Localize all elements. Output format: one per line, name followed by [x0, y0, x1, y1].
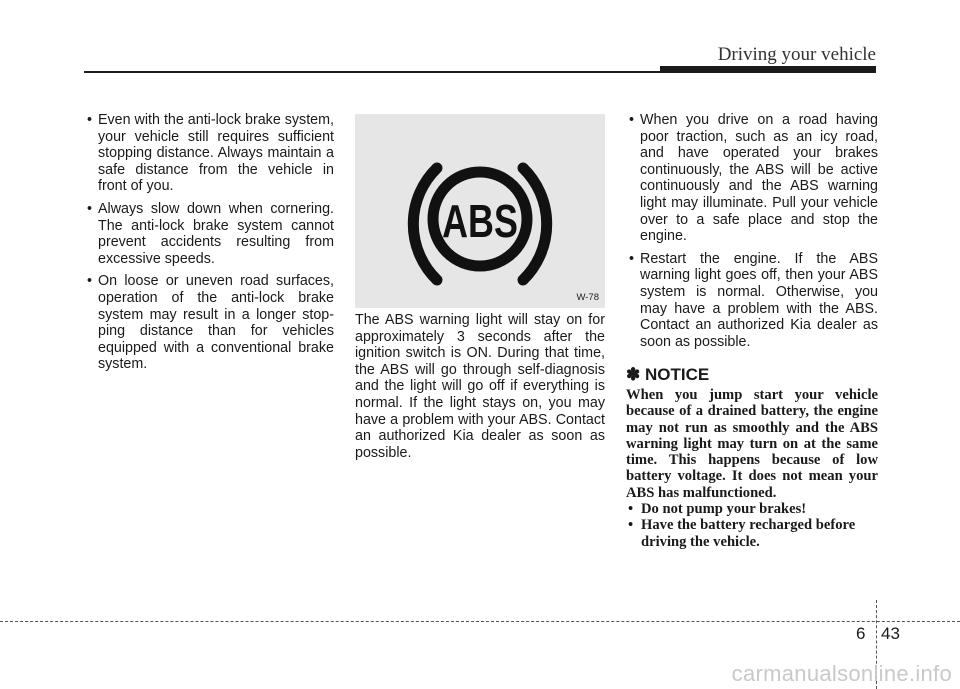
notice-list: [626, 501, 878, 550]
abs-light-paragraph: The ABS warning light will stay on for approximately 3 seconds after the ignition switch is ON. During that time, the ABS will go through self-diagnosis and the light will go off if everything is normal. If the light stays on, you may have a problem with your ABS. Contact an authorized Kia dealer as soon as possible.: [355, 312, 605, 461]
section-title: Driving your vehicle: [717, 44, 876, 65]
abs-icon-text: ABS: [442, 195, 518, 248]
left-bullet-list: [84, 112, 334, 373]
right-bullet-list: [626, 112, 878, 350]
middle-column: [355, 312, 605, 461]
list-item: • Restart the engine. If the ABS warning light goes off, then your ABS system is normal. Otherwise, you may have a problem with the ABS. Contact an authorized Kia dealer as soon as possible.: [626, 251, 878, 351]
notice-title: NOTICE: [644, 365, 710, 384]
list-item: • Always slow down when cornering. The anti-lock brake system cannot prevent accidents resulting from excessive speeds.: [84, 201, 334, 267]
right-column: [626, 112, 878, 356]
footer-rule: [0, 621, 960, 622]
abs-figure: [355, 114, 605, 308]
list-item: • When you drive on a road having poor traction, such as an icy road, and have operated your brakes continuously, the ABS will be active continuously and the ABS warning light may illuminate. Pull your vehicle over to a safe place and stop the engine.: [626, 112, 878, 245]
list-item: • Do not pump your brakes!: [626, 501, 878, 517]
notice-symbol-icon: ✽: [626, 365, 641, 384]
watermark: carmanualsonline.info: [731, 661, 952, 686]
notice-heading: [626, 365, 709, 385]
list-item: • Even with the anti-lock brake system, your vehicle still requires sufficient stopping distance. Always maintain a safe distance from the vehicle in front of you.: [84, 112, 334, 195]
header-rule-thick: [660, 66, 876, 73]
notice-text: When you jump start your vehicle because of a drained battery, the engine may not run as smoothly and the ABS warning light may turn on at the same time. This happens because of low battery voltage. It does not mean your ABS has malfunctioned.: [626, 387, 878, 501]
abs-warning-light-icon: [355, 114, 605, 308]
section-number: 6: [856, 624, 866, 643]
list-item: • Have the battery recharged before driving the vehicle.: [626, 517, 878, 550]
notice-body: [626, 387, 878, 550]
figure-code: W-78: [576, 292, 599, 303]
left-column: [84, 112, 334, 379]
page-number: 43: [881, 624, 900, 643]
header-rule-thin: [84, 71, 660, 73]
list-item: • On loose or uneven road surfaces, operation of the anti-lock brake system may result in a longer stopping distance than for vehicles equipped with a conventional brake system.: [84, 273, 334, 373]
